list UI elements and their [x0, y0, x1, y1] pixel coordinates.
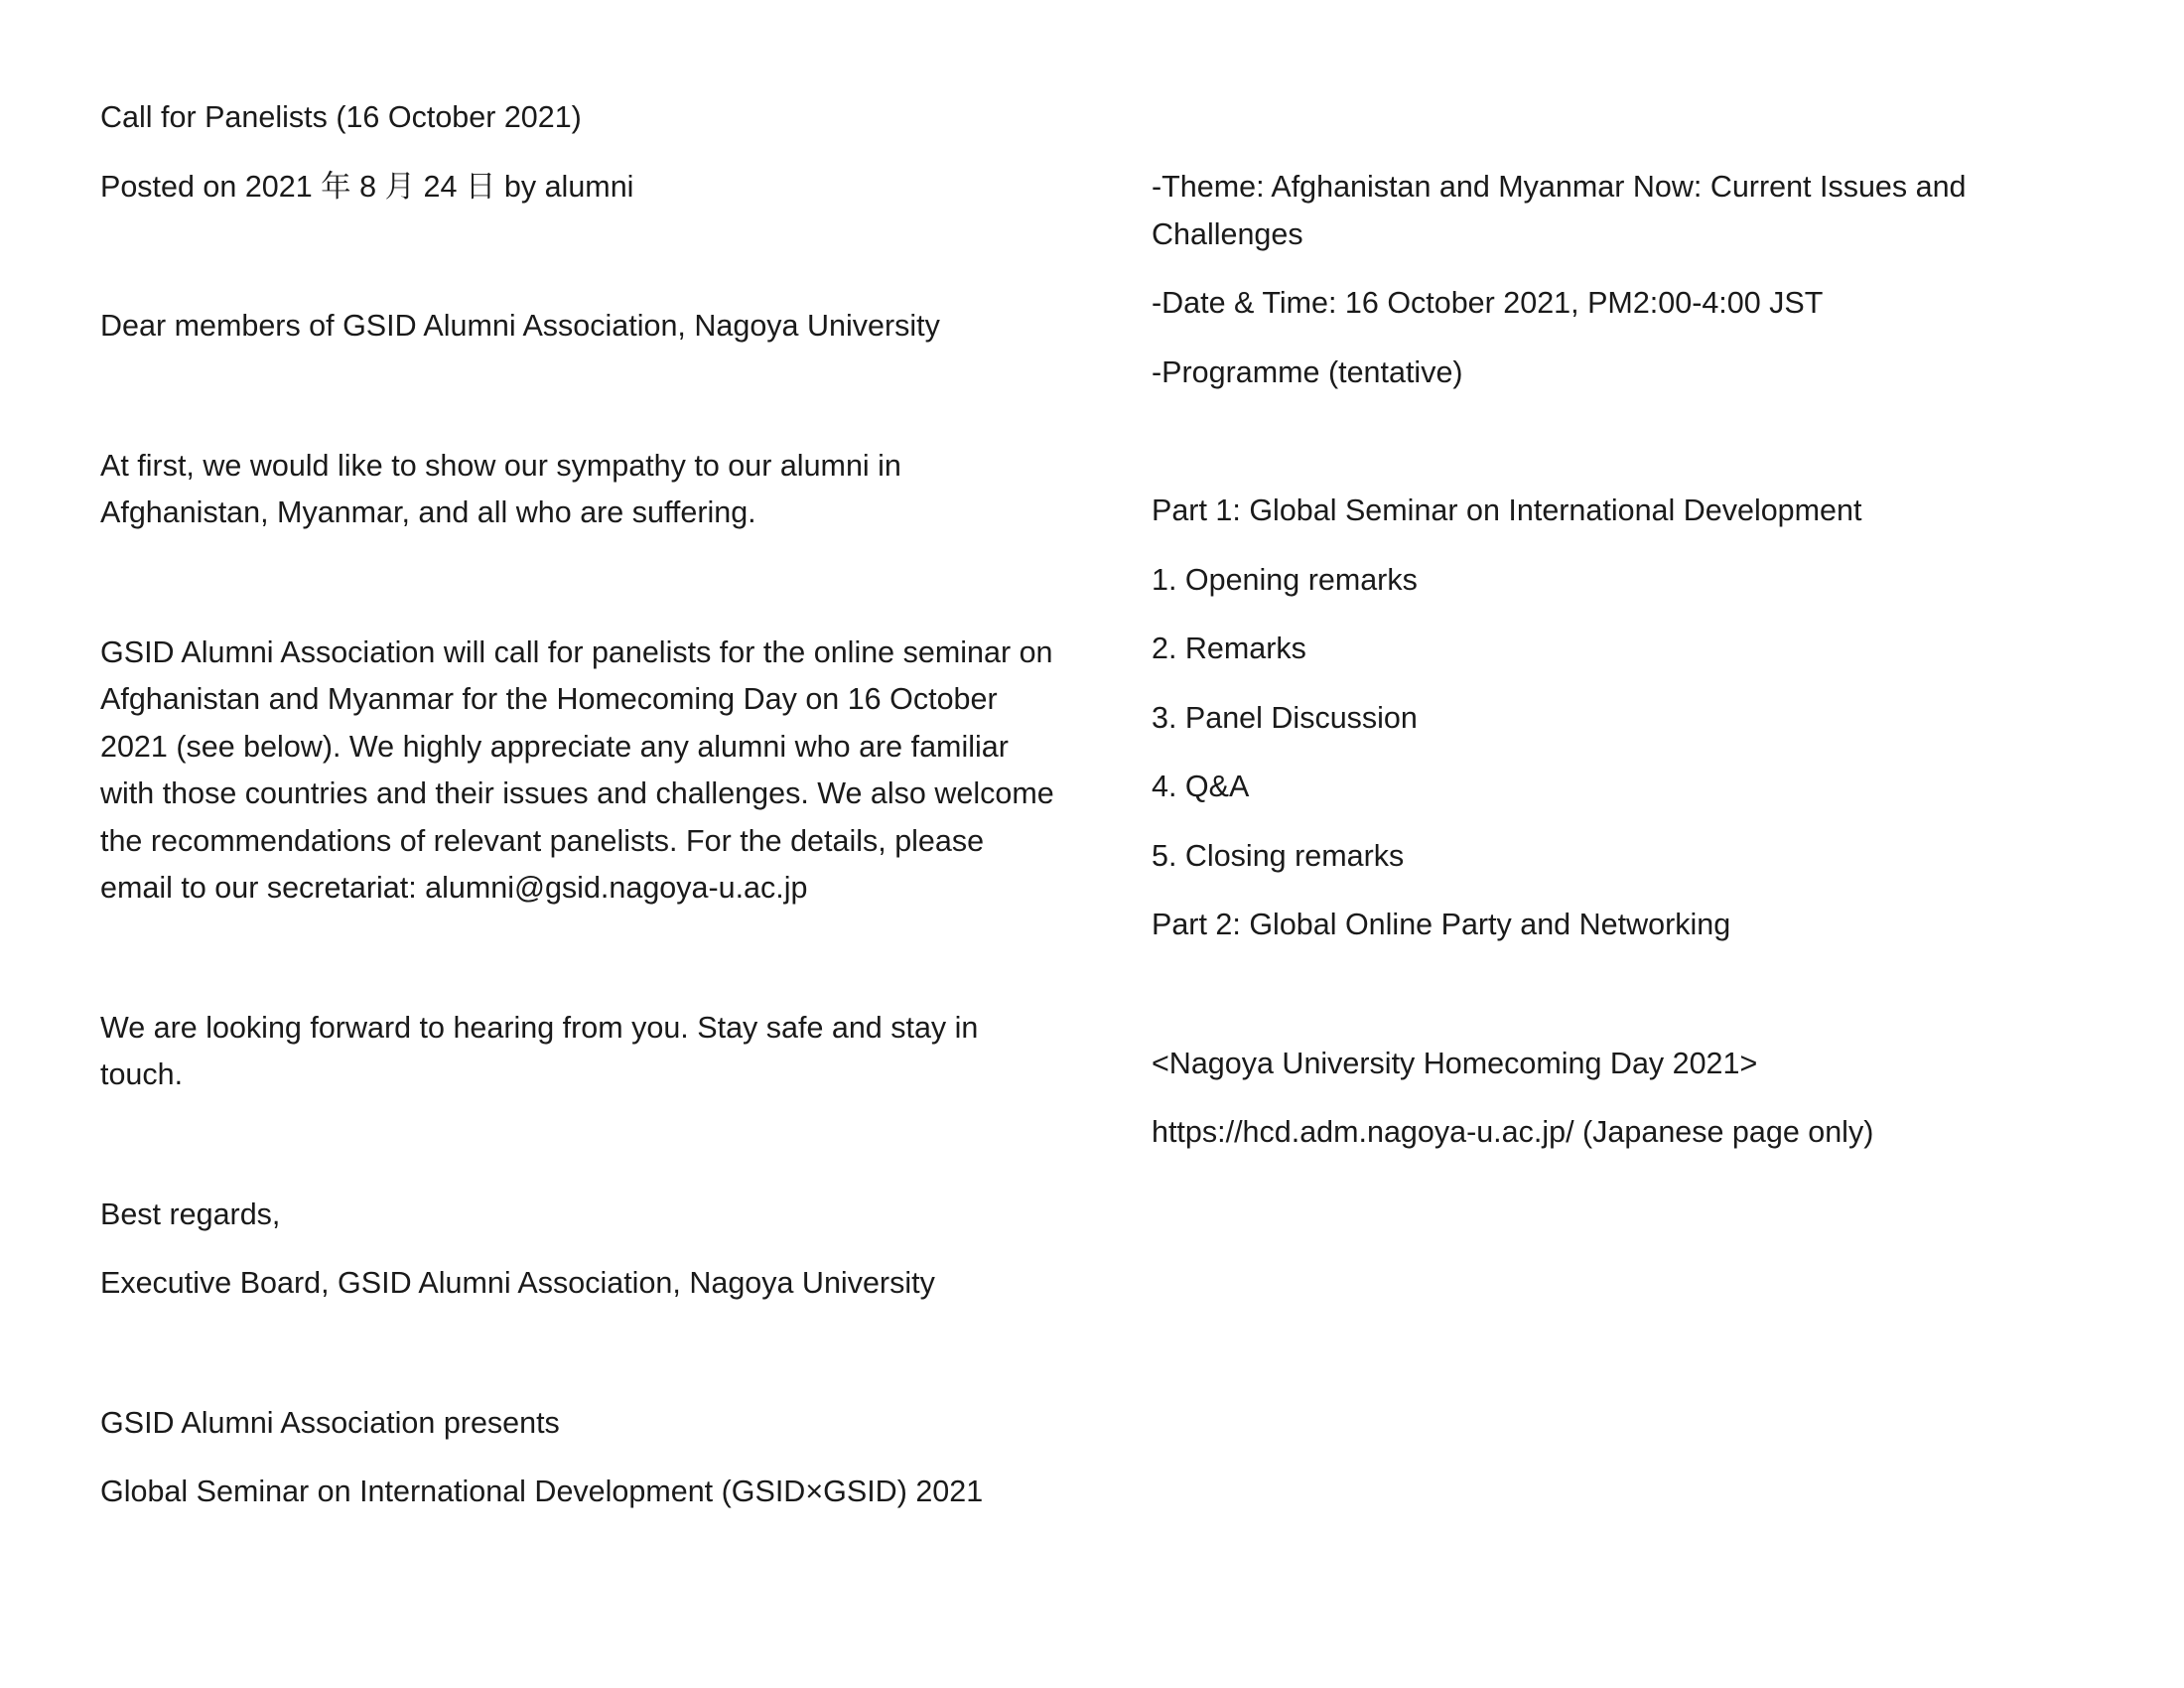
- homecoming-url: https://hcd.adm.nagoya-u.ac.jp/ (Japanese page only): [1152, 1115, 1874, 1149]
- seminar-name: Global Seminar on International Development (GSID×GSID) 2021: [100, 1475, 984, 1508]
- left-column: [100, 94, 1058, 1516]
- right-column: [1152, 164, 2105, 1157]
- signature: Executive Board, GSID Alumni Association, Nagoya University: [100, 1266, 935, 1300]
- closing-paragraph: We are looking forward to hearing from you. Stay safe and stay in touch.: [100, 1010, 979, 1091]
- call-paragraph: GSID Alumni Association will call for panelists for the online seminar on Afghanistan and Myanmar for the Homecoming Day on 16 October 2021 (see below). We highly appreciate any alumni who are familiar with those countries and their issues and challenges. We also welcome the recommendations of relevant panelists. For the details, please email to our secretariat: alumni@gsid.nagoya-u.ac.jp: [100, 634, 1054, 905]
- salutation: Dear members of GSID Alumni Association, Nagoya University: [100, 309, 940, 343]
- regards: Best regards,: [100, 1196, 281, 1231]
- part1-heading: Part 1: Global Seminar on International Development: [1152, 493, 1862, 527]
- programme-item: 2. Remarks: [1152, 632, 1306, 665]
- post-title: Call for Panelists (16 October 2021): [100, 100, 582, 134]
- homecoming-title: <Nagoya University Homecoming Day 2021>: [1152, 1046, 1758, 1080]
- programme-item: 5. Closing remarks: [1152, 838, 1405, 873]
- programme-heading: -Programme (tentative): [1152, 354, 1463, 389]
- seminar-date-time: -Date & Time: 16 October 2021, PM2:00-4:00 JST: [1152, 286, 1824, 320]
- programme-item: 4. Q&A: [1152, 770, 1250, 803]
- post-meta: Posted on 2021 年 8 月 24 日 by alumni: [100, 169, 634, 204]
- sympathy-paragraph: At first, we would like to show our sympathy to our alumni in Afghanistan, Myanmar, and all who are suffering.: [100, 448, 901, 529]
- seminar-theme: -Theme: Afghanistan and Myanmar Now: Current Issues and Challenges: [1152, 170, 1967, 251]
- part2-heading: Part 2: Global Online Party and Networking: [1152, 908, 1731, 941]
- programme-item: 3. Panel Discussion: [1152, 700, 1418, 735]
- presents-line: GSID Alumni Association presents: [100, 1405, 560, 1440]
- programme-item: 1. Opening remarks: [1152, 562, 1418, 597]
